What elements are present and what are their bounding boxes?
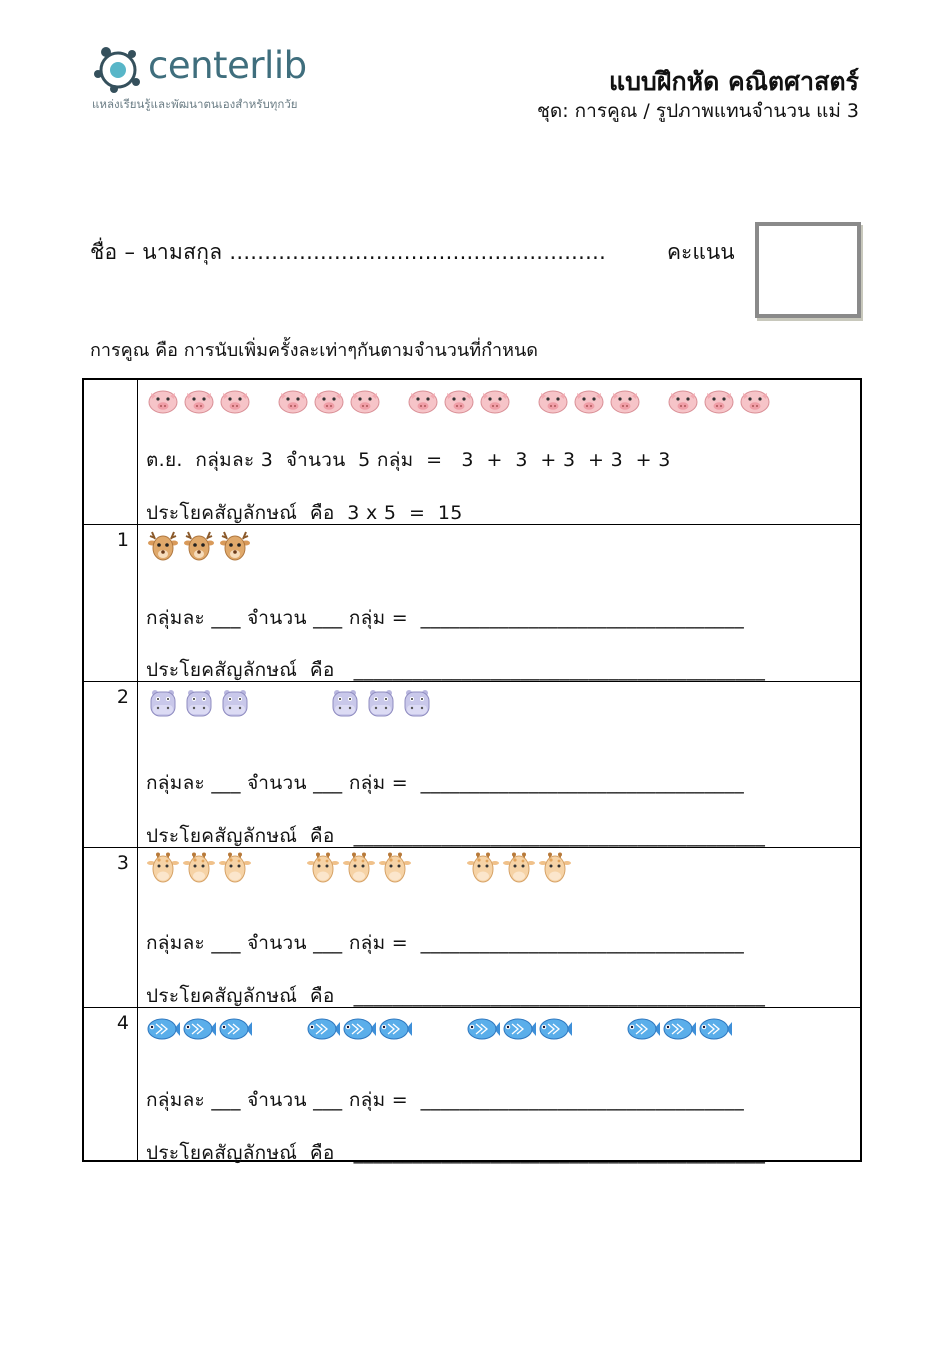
number-cell [84,1008,138,1160]
number-cell [84,682,138,847]
giraffe-icon [502,852,536,886]
giraffe-icon [466,852,500,886]
pig-icon [442,384,476,418]
pig-icon [702,384,736,418]
question-row [84,1007,860,1164]
question-number: 4 [116,1012,129,1034]
pig-icon [536,384,570,418]
group-count-line: กลุ่มละ ___ จำนวน ___ กลุ่ม = _________________________________ [146,932,745,954]
student-name-line: ชื่อ – นามสกุล ...................................................... [90,240,607,264]
fish-icon [626,1012,660,1046]
fish-icon [182,1012,216,1046]
fish-icon [698,1012,732,1046]
icon-groups [146,852,846,888]
fish-icon [378,1012,412,1046]
fish-icon [466,1012,500,1046]
pig-icon [312,384,346,418]
hippo-icon [182,686,216,720]
pig-icon [478,384,512,418]
question-row [84,524,860,681]
hippo-icon [328,686,362,720]
worksheet-table [82,378,862,1162]
reindeer-icon [146,529,180,563]
logo-wordmark: centerlib [148,44,307,87]
hippo-icon [364,686,398,720]
hippo-icon [218,686,252,720]
pig-icon [608,384,642,418]
giraffe-icon [146,852,180,886]
group-count-line: กลุ่มละ ___ จำนวน ___ กลุ่ม = _________________________________ [146,772,745,794]
pig-icon [182,384,216,418]
example-equation: ต.ย. กลุ่มละ 3 จำนวน 5 กลุ่ม = 3 + 3 + 3 + 3 + 3 [146,449,671,471]
fish-icon [502,1012,536,1046]
icon-groups [146,384,846,420]
question-row [84,681,860,847]
fish-icon [538,1012,572,1046]
example-sentence: ประโยคสัญลักษณ์ คือ 3 x 5 = 15 [146,502,463,524]
number-cell [84,525,138,681]
symbol-sentence-line: ประโยคสัญลักษณ์ คือ __________________________________________ [146,825,766,847]
pig-icon [666,384,700,418]
reindeer-icon [218,529,252,563]
giraffe-icon [342,852,376,886]
fish-icon [662,1012,696,1046]
pig-icon [348,384,382,418]
question-number: 3 [116,852,129,874]
centerlib-logo [92,42,352,122]
icon-groups [146,529,846,565]
giraffe-icon [538,852,572,886]
logo-mark-icon [92,42,148,94]
giraffe-icon [182,852,216,886]
question-number: 2 [116,686,129,708]
pig-icon [406,384,440,418]
giraffe-icon [218,852,252,886]
number-cell [84,380,138,524]
fish-icon [306,1012,340,1046]
symbol-sentence-line: ประโยคสัญลักษณ์ คือ __________________________________________ [146,659,766,681]
pig-icon [572,384,606,418]
giraffe-icon [306,852,340,886]
number-cell [84,848,138,1007]
fish-icon [342,1012,376,1046]
group-count-line: กลุ่มละ ___ จำนวน ___ กลุ่ม = _________________________________ [146,1089,745,1111]
giraffe-icon [378,852,412,886]
pig-icon [738,384,772,418]
icon-groups [146,686,846,722]
pig-icon [276,384,310,418]
group-count-line: กลุ่มละ ___ จำนวน ___ กลุ่ม = _________________________________ [146,607,745,629]
score-label: คะแนน [667,240,735,264]
logo-tagline: แหล่งเรียนรู้และพัฒนาตนเองสำหรับทุกวัย [92,97,298,111]
example-row [84,380,860,524]
reindeer-icon [182,529,216,563]
hippo-icon [146,686,180,720]
worksheet-subtitle: ชุด: การคูณ / รูปภาพแทนจำนวน แม่ 3 [537,100,859,122]
score-box [755,222,861,318]
pig-icon [146,384,180,418]
hippo-icon [400,686,434,720]
symbol-sentence-line: ประโยคสัญลักษณ์ คือ __________________________________________ [146,985,766,1007]
fish-icon [218,1012,252,1046]
question-row [84,847,860,1007]
pig-icon [218,384,252,418]
icon-groups [146,1012,846,1048]
symbol-sentence-line: ประโยคสัญลักษณ์ คือ __________________________________________ [146,1142,766,1164]
question-number: 1 [116,529,129,551]
fish-icon [146,1012,180,1046]
worksheet-title: แบบฝึกหัด คณิตศาสตร์ [608,67,859,96]
multiplication-definition: การคูณ คือ การนับเพิ่มครั้งละเท่าๆกันตามจำนวนที่กำหนด [90,340,538,361]
